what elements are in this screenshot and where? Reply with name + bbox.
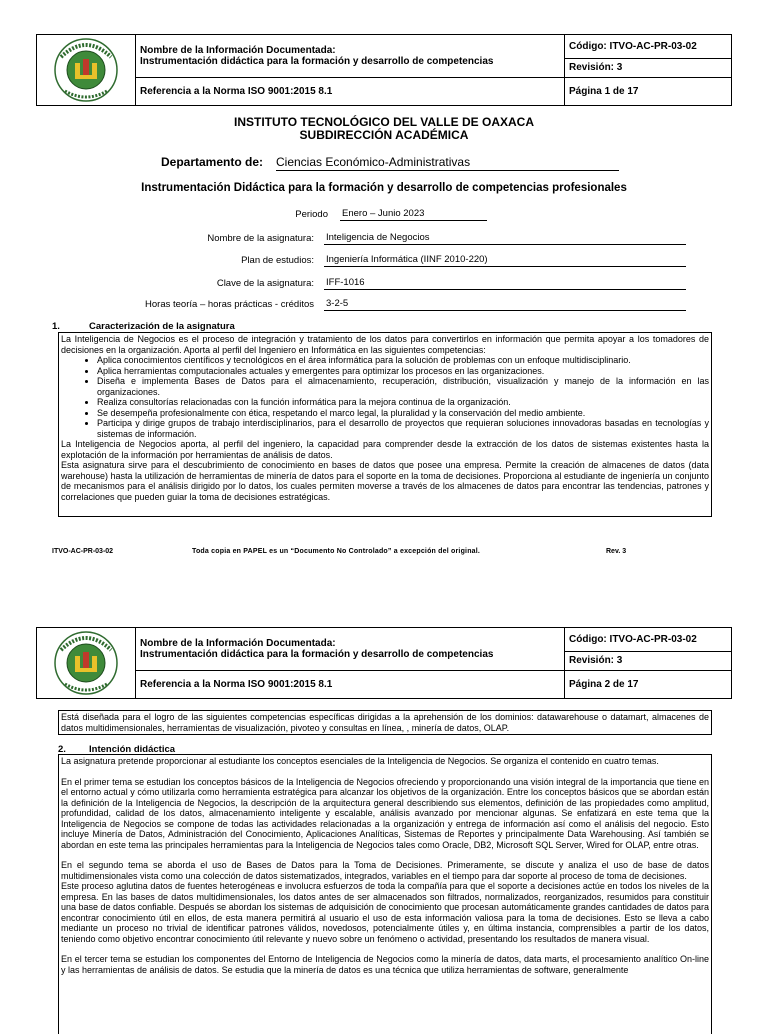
logo-cell <box>37 628 136 699</box>
footer-rev: Rev. 3 <box>606 548 627 555</box>
section1-paragraph: La Inteligencia de Negocios aporta, al perfil del ingeniero, la capacidad para comprender desde la extracción de los datos de sistemas existentes hasta la explotación de la información por herramientas de análisis de datos. <box>61 439 709 460</box>
section2-paragraph: En el segundo tema se aborda el uso de Bases de Datos para la Toma de Decisiones. Primeramente, se discute y analiza el uso de base de datos multidimensionales vista como una colección de datos sistematizados, integrados, variables en el tiempo para dar soporte al proceso de toma de decisiones. <box>61 860 709 881</box>
plan-value: Ingeniería Informática (IINF 2010-220) <box>324 254 686 267</box>
clave-label: Clave de la asignatura: <box>216 278 314 289</box>
page2-intro-text: Está diseñada para el logro de las siguientes competencias específicas dirigidas a la aprehensión de los dominios: datawarehouse o datamart, almacenes de datos multidimensionales, herramientas de visualización, pivoteo y consultas en línea, , minería de datos, OLAP. <box>61 712 709 733</box>
doc-name-cell <box>136 628 565 671</box>
competencia-item: • Se desempeña profesionalmente con ética, respetando el marco legal, la pluralidad y la conservación del medio ambiente. <box>97 408 709 419</box>
departamento-value <box>276 155 619 171</box>
horas-value: 3-2-5 <box>324 298 686 311</box>
codigo-cell: Código: ITVO-AC-PR-03-02 <box>565 628 732 652</box>
footer-code: ITVO-AC-PR-03-02 <box>52 548 114 555</box>
plan-label: Plan de estudios: <box>241 255 314 266</box>
codigo-cell: Código: ITVO-AC-PR-03-02 <box>565 35 732 59</box>
periodo-value: Enero – Junio 2023 <box>340 208 487 221</box>
departamento-label: Departamento de: <box>161 155 264 169</box>
doc-label: Nombre de la Información Documentada: <box>140 44 336 56</box>
section2-paragraph: En el primer tema se estudian los conceptos básicos de la Inteligencia de Negocios ofreciendo y proporcionando una visión integral de la importancia que tiene en el entorno actual y cómo utilizarla como herramienta estratégica para alcanzar los objetivos de la organización. Entre los conceptos básicos que se abordan están la definición de la Inteligencia de Negocios, la descripción de la arquitectura general describiendo sus elementos, definición de las propiedades como amplitud, profundidad, calidad de los datos, almacenamiento inteligente y escalable, análisis avanzado por mencionar algunas. Se enfatizará en este tema que la Inteligencia de Negocios se compone de todas las actividades relacionadas a la organización y entrega de información así como el análisis del negocio. Esto incluye Minería de Datos, Administración del Conocimiento, Aplicaciones Analíticas, Sistemas de Reportes y principalmente Data Warehousing. Así también se abordan en este tema las principales herramientas para la Inteligencia de Negocios tales como Oracle, DB2, Microsoft SQL Server, Wired for OLAP, entre otras. <box>61 776 709 850</box>
section2-number: 2. <box>58 744 66 755</box>
section1-number: 1. <box>52 321 60 332</box>
competencia-item: • Diseña e implementa Bases de Datos para el almacenamiento, recuperación, distribución, visualización y manejo de la información en las organizaciones. <box>97 376 709 397</box>
section2-title: Intención didáctica <box>89 744 176 755</box>
subdireccion: SUBDIRECCIÓN ACADÉMICA <box>299 128 469 142</box>
section1-box <box>58 332 712 517</box>
page-number-cell: Página 2 de 17 <box>565 670 732 698</box>
institute-name: INSTITUTO TECNOLÓGICO DEL VALLE DE OAXACA <box>233 115 534 129</box>
doc-name-cell <box>136 35 565 78</box>
main-title: Instrumentación Didáctica para la formación y desarrollo de competencias profesionales <box>141 182 627 194</box>
section2-paragraph: En el tercer tema se estudian los componentes del Entorno de Inteligencia de Negocios como la minería de datos, data marts, el procesamiento analítico On-line y las herramientas de análisis de datos. Se estudia que la minería de datos es una técnica que utiliza herramientas de software, generalmente <box>61 954 709 975</box>
revision-cell: Revisión: 3 <box>565 652 732 670</box>
logo-cell <box>37 35 136 106</box>
asignatura-label: Nombre de la asignatura: <box>207 233 314 244</box>
page-number-cell: Página 1 de 17 <box>565 77 732 105</box>
institute-logo-icon <box>51 37 121 103</box>
referencia-cell: Referencia a la Norma ISO 9001:2015 8.1 <box>136 670 565 698</box>
competencia-item: • Realiza consultorías relacionadas con la función informática para la mejora continua de la organización. <box>97 397 709 408</box>
section1-title: Caracterización de la asignatura <box>89 321 235 332</box>
referencia-cell: Referencia a la Norma ISO 9001:2015 8.1 <box>136 77 565 105</box>
page1-header-table <box>36 34 732 106</box>
revision-cell: Revisión: 3 <box>565 59 732 77</box>
footer-note: Toda copia en PAPEL es un “Documento No Controlado” a excepción del original. <box>192 548 481 555</box>
competencia-item: • Aplica conocimientos científicos y tecnológicos en el área informática para la solución de problemas con un enfoque multidisciplinario. <box>97 355 709 366</box>
competencia-item: • Aplica herramientas computacionales actuales y emergentes para optimizar los procesos en las organizaciones. <box>97 366 709 377</box>
institute-logo-icon <box>51 630 121 696</box>
section2-box <box>58 754 712 1034</box>
doc-name: Instrumentación didáctica para la formación y desarrollo de competencias <box>140 55 494 67</box>
section1-paragraph: Esta asignatura sirve para el descubrimiento de conocimiento en bases de datos que posee una empresa. Permite la creación de almacenes de datos (data warehouse) hasta la utilización de herramientas de minería de datos para el soporte en la toma de decisiones. Proporciona al estudiante de ingeniería un conjunto de mecanismos para el análisis dirigido por lo datos, los cuales permiten moverse a través de los almacenes de datos para encontrar las tendencias, patrones y correlaciones que pueden guiar la toma de decisiones estratégicas. <box>61 460 709 502</box>
doc-label: Nombre de la Información Documentada: <box>140 637 336 649</box>
periodo-label: Periodo <box>295 209 328 220</box>
departamento-text: Ciencias Económico-Administrativas <box>276 155 471 169</box>
competencias-list <box>61 355 709 439</box>
section2-paragraph: Este proceso aglutina datos de fuentes heterogéneas e involucra esfuerzos de toda la compañía para que el soporte a decisiones actúe en todos los niveles de la empresa. En las bases de datos multidimensionales, los datos antes de ser almacenados son filtrados, normalizados, reorganizados, resumidos para constituir una base de datos confiable. Después se abordan los sistemas de adquisición de conocimiento que procesan automáticamente grandes cantidades de datos para encontrar conocimiento útil en ellos, de esta manera permitirá al usuario el uso de esta información valiosa para la toma de decisiones. Esto se lleva a cabo mediante un proceso no trivial de identificar patrones válidos, novedosos, potencialmente útiles y, en última instancia, comprensibles a partir de los datos, teniendo como objetivo encontrar conocimiento útil relevante y nuevo sobre un fenómeno o actividad, presentando los resultados de manera visual. <box>61 881 709 944</box>
page2-intro-box <box>58 710 712 735</box>
doc-name: Instrumentación didáctica para la formación y desarrollo de competencias <box>140 648 494 660</box>
asignatura-value: Inteligencia de Negocios <box>324 232 686 245</box>
page2-header-table <box>36 627 732 699</box>
section1-intro: La Inteligencia de Negocios es el proceso de integración y tratamiento de los datos para convertirlos en información que permita apoyar a los tomadores de decisiones en la organización. Aporta al perfil del Ingeniero en Informática en las siguientes competencias: <box>61 334 709 355</box>
competencia-item: • Participa y dirige grupos de trabajo interdisciplinarios, para el desarrollo de proyectos que requieran soluciones innovadoras basadas en tecnologías y sistemas de información. <box>97 418 709 439</box>
horas-label: Horas teoría – horas prácticas - créditos <box>145 299 314 310</box>
section2-paragraph: La asignatura pretende proporcionar al estudiante los conceptos esenciales de la Inteligencia de Negocios. Se organiza el contenido en cuatro temas. <box>61 756 659 766</box>
clave-value: IFF-1016 <box>324 277 686 290</box>
